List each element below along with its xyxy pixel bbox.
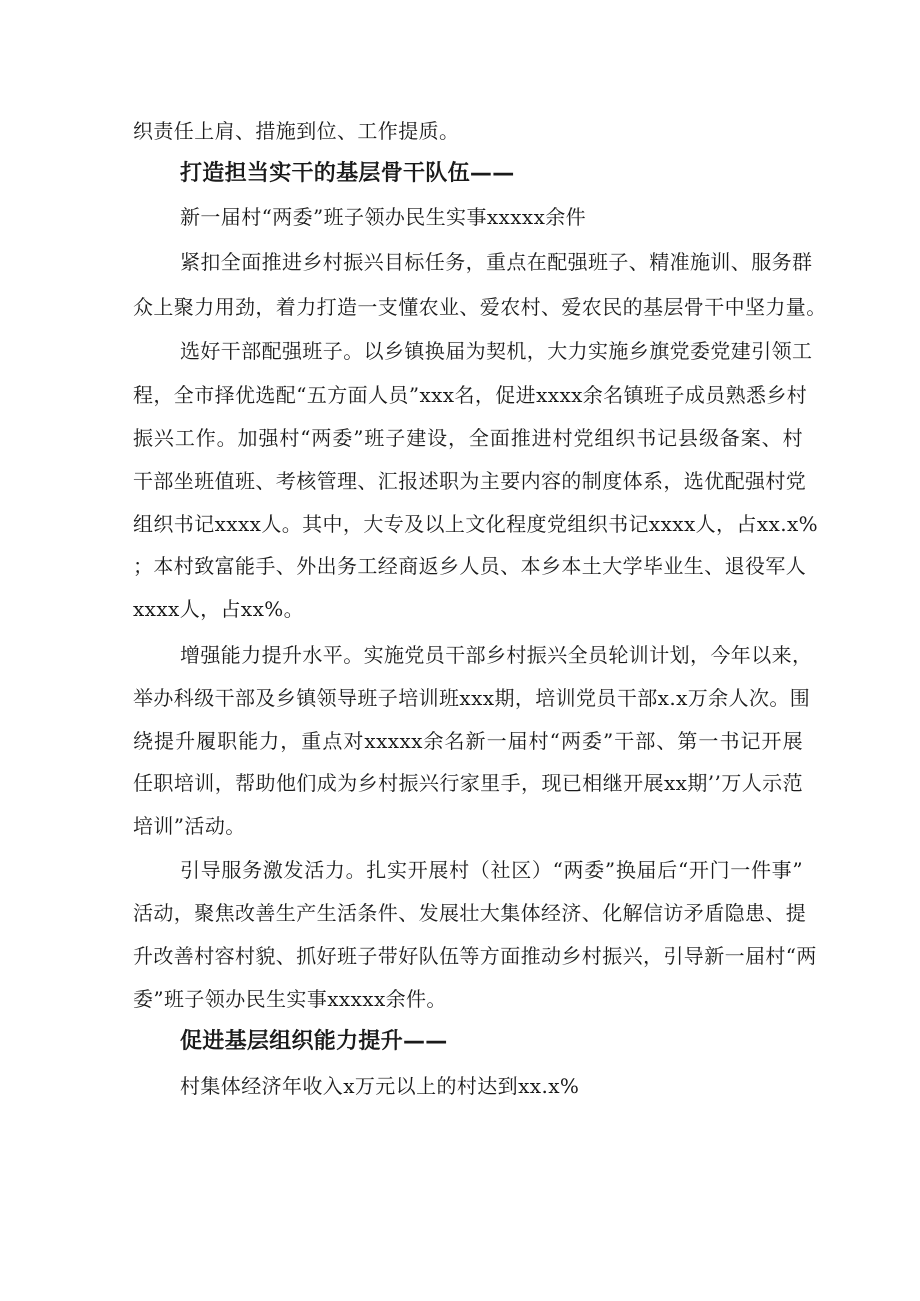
paragraph-line: 活动，聚焦改善生产生活条件、发展壮大集体经济、化解信访矛盾隐患、提	[133, 901, 807, 925]
subheading-line: 新一届村“两委”班子领办民生实事xxxxx余件	[180, 205, 587, 229]
paragraph-line: 程，全市择优选配“五方面人员”xxx名，促进xxxx余名镇班子成员熟悉乡村	[133, 383, 808, 407]
paragraph-line: ；本村致富能手、外出务工经商返乡人员、本乡本土大学毕业生、退役军人	[133, 554, 807, 578]
paragraph-line: xxxx人，占xx%。	[133, 597, 305, 621]
paragraph-line: 增强能力提升水平。实施党员干部乡村振兴全员轮训计划，今年以来，	[180, 643, 813, 667]
section-heading: 促进基层组织能力提升——	[180, 1029, 448, 1054]
paragraph-line: 选好干部配强班子。以乡镇换届为契机，大力实施乡旗党委党建引领工	[180, 339, 813, 363]
paragraph-line: 众上聚力用劲，着力打造一支懂农业、爱农村、爱农民的基层骨干中坚力量。	[133, 295, 827, 319]
paragraph-line: 升改善村容村貌、抓好班子带好队伍等方面推动乡村振兴，引导新一届村“两	[133, 944, 817, 968]
paragraph-line: 任职培训，帮助他们成为乡村振兴行家里手，现已相继开展xx期’’万人示范	[133, 771, 803, 795]
paragraph-line: 举办科级干部及乡镇领导班子培训班xxx期，培训党员干部x.x万余人次。围	[133, 686, 811, 710]
paragraph-line: 振兴工作。加强村“两委”班子建设，全面推进村党组织书记县级备案、村	[133, 426, 803, 450]
paragraph-line: 绕提升履职能力，重点对xxxxx余名新一届村“两委”干部、第一书记开展	[133, 729, 803, 753]
paragraph-line: 引导服务激发活力。扎实开展村（社区）“两委”换届后“开门一件事”	[180, 858, 803, 882]
subheading-line: 村集体经济年收入x万元以上的村达到xx.x%	[180, 1074, 580, 1098]
paragraph-line: 织责任上肩、措施到位、工作提质。	[133, 119, 460, 143]
paragraph-line: 组织书记xxxx人。其中，大专及以上文化程度党组织书记xxxx人，占xx.x%	[133, 512, 819, 536]
paragraph-line: 紧扣全面推进乡村振兴目标任务，重点在配强班子、精准施训、服务群	[180, 250, 813, 274]
paragraph-line: 干部坐班值班、考核管理、汇报述职为主要内容的制度体系，选优配强村党	[133, 469, 807, 493]
section-heading: 打造担当实干的基层骨干队伍——	[180, 161, 515, 186]
paragraph-line: 培训”活动。	[133, 814, 246, 838]
paragraph-line: 委”班子领办民生实事xxxxx余件。	[133, 987, 447, 1011]
